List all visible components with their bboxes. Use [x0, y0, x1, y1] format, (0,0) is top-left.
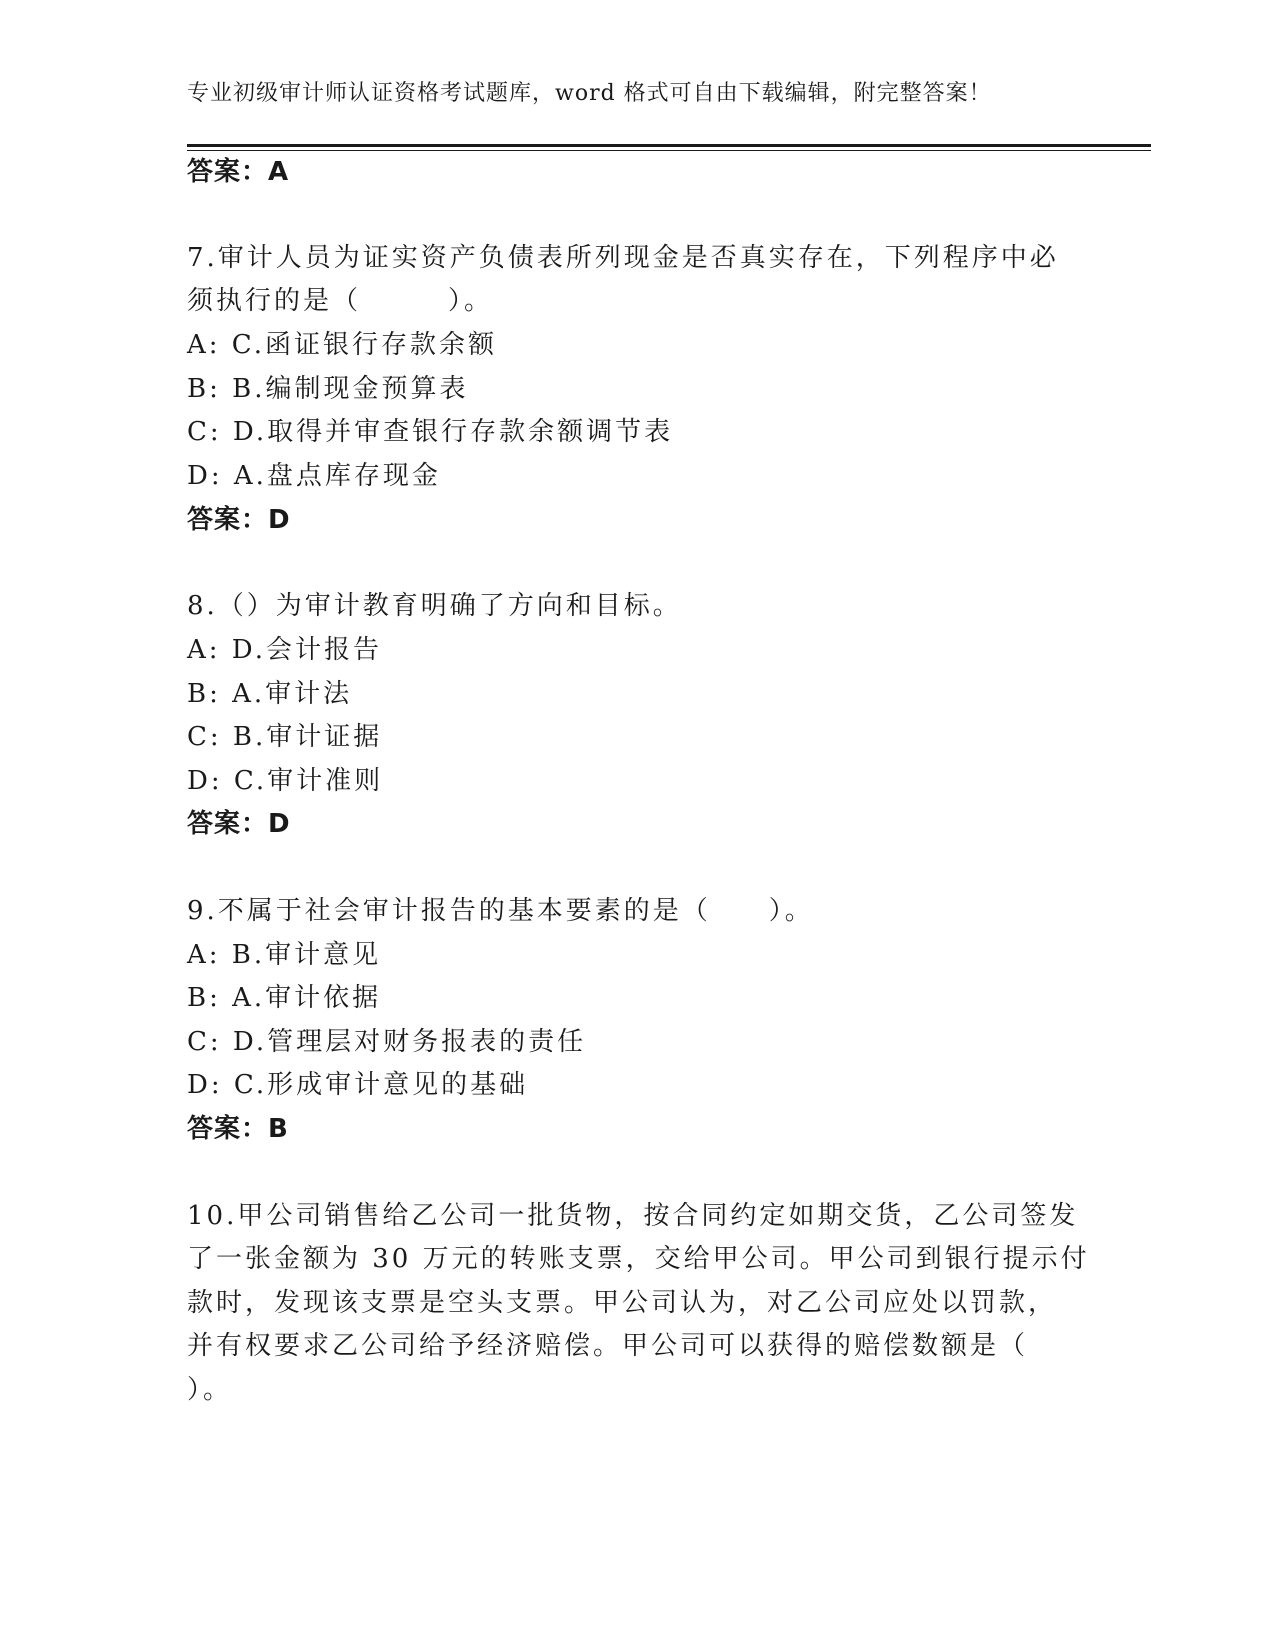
question-9-option-a: A: B.审计意见	[187, 940, 382, 970]
header-rule-thin	[187, 150, 1151, 151]
question-7-stem-line-2: 须执行的是（ ）。	[187, 286, 494, 316]
question-8-option-a: A: D.会计报告	[187, 635, 382, 665]
question-8-answer: 答案：D	[187, 809, 291, 839]
question-8-stem-line-1: 8.（）为审计教育明确了方向和目标。	[187, 591, 682, 621]
question-8-option-c: C: B.审计证据	[187, 722, 383, 752]
question-7-option-a: A: C.函证银行存款余额	[187, 330, 498, 360]
question-7-option-b: B: B.编制现金预算表	[187, 374, 469, 404]
question-7-option-d: D: A.盘点库存现金	[187, 461, 441, 491]
question-7-stem-line-1: 7.审计人员为证实资产负债表所列现金是否真实存在，下列程序中必	[187, 243, 1059, 273]
question-9-stem-line-1: 9.不属于社会审计报告的基本要素的是（ ）。	[187, 896, 814, 926]
question-10-stem-line-2: 了一张金额为 30 万元的转账支票，交给甲公司。甲公司到银行提示付	[187, 1244, 1090, 1274]
question-8-option-d: D: C.审计准则	[187, 766, 384, 796]
question-7-answer: 答案：D	[187, 505, 291, 535]
question-10-stem-line-3: 款时，发现该支票是空头支票。甲公司认为，对乙公司应处以罚款，	[187, 1288, 1058, 1318]
question-9-option-b: B: A.审计依据	[187, 983, 382, 1013]
question-10-stem-line-4: 并有权要求乙公司给予经济赔偿。甲公司可以获得的赔偿数额是（	[187, 1331, 1029, 1361]
question-10-stem-line-5: ）。	[187, 1375, 233, 1405]
question-7-option-c: C: D.取得并审查银行存款余额调节表	[187, 417, 674, 447]
question-9-option-c: C: D.管理层对财务报表的责任	[187, 1027, 587, 1057]
question-10-stem-line-1: 10.甲公司销售给乙公司一批货物，按合同约定如期交货，乙公司签发	[187, 1201, 1079, 1231]
question-9-option-d: D: C.形成审计意见的基础	[187, 1070, 529, 1100]
answer-line: 答案：A	[187, 157, 290, 187]
page-header: 专业初级审计师认证资格考试题库，word 格式可自由下载编辑，附完整答案！	[187, 81, 992, 106]
question-9-answer: 答案：B	[187, 1114, 289, 1144]
question-8-option-b: B: A.审计法	[187, 679, 353, 709]
header-rule-thick	[187, 144, 1151, 147]
